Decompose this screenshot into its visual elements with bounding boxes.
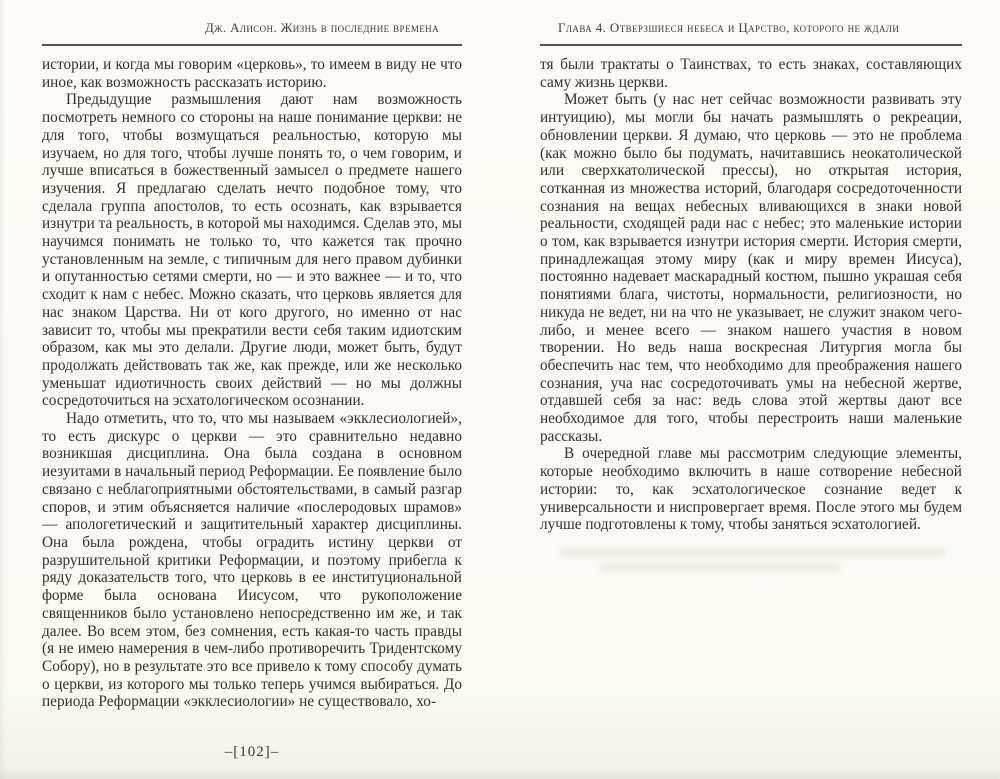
paragraph: В очередной главе мы рассмотрим следующие элементы, которые необходимо включить в наше сотворение небесной истории: то, как эсхатологическое сознание ведет к универсальности и ниспровергает время. После этого мы будем лучше подготовлены к тому, чтобы заняться эсхатологией. [540,445,962,534]
scan-edge-shadow-left [0,0,6,779]
right-running-head: Глава 4. Отверзшиеся небеса и Царство, которого не ждали [558,20,900,35]
right-header-rule [540,44,962,46]
right-body-text [540,56,962,534]
bleed-through-artifact [600,563,840,571]
paragraph: Может быть (у нас нет сейчас возможности развивать эту интуицию), мы могли бы начать размышлять о рекреации, обновлении церкви. Я думаю, что церковь — это не проблема (как можно было бы подумать, начитавшись неокатолической или сверхкатолической прессы), но открытая история, сотканная из множества историй, благодаря сосредоточенности сознания на вещах небесных вливающихся в знаки новой реальности, сходящей ради нас с небес; это маленькие истории о том, как взрывается изнутри история смерти. История смерти, принадлежащая этому миру (как и миру времен Иисуса), постоянно надевает маскарадный костюм, пышно украшая себя понятиями блага, чистоты, нормальности, религиозности, но никуда не ведет, ни на что не указывает, не служит знаком чего-либо, и менее всего — знаком нашего участия в новом творении. Но ведь наша воскресная Литургия могла бы обеспечить нас тем, что необходимо для преображения нашего сознания, уча нас сосредоточивать умы на небесной жертве, отдавшей себя за нас: ведь слова этой жертвы дают все необходимое для того, чтобы перестроить наши маленькие рассказы. [540,91,962,445]
paragraph: истории, и когда мы говорим «церковь», то имеем в виду не что иное, как возможность рассказать историю. [42,56,462,91]
page-number: –[102]– [224,744,280,760]
left-running-head: Дж. Алисон. Жизнь в последние времена [205,20,439,35]
paragraph: тя были трактаты о Таинствах, то есть знаках, составляющих саму жизнь церкви. [540,56,962,91]
left-body-text [42,56,462,711]
left-header-rule [42,44,462,46]
paragraph: Предыдущие размышления дают нам возможность посмотреть немного со стороны на наше понимание церкви: не для того, чтобы возмущаться реальностью, которую мы изучаем, но для того, чтобы лучше понять то, о чем говорим, и лучше вписаться в божественный замысел о предмете нашего изучения. Я предлагаю сделать нечто подобное тому, что сделала группа апостолов, то есть осознать, как взрывается изнутри та реальность, в которой мы находимся. Сделав это, мы научимся понимать не только то, что кажется так прочно установленным на земле, с типичным для него правом дубинки и опутанностью сетями смерти, но — и это важнее — и то, что сходит к нам с небес. Можно сказать, что церковь является для нас знаком Царства. Ни от кого другого, но именно от нас зависит то, чтобы мы прекратили вести себя таким идиотским образом, как мы это делали. Другие люди, может быть, будут продолжать действовать так же, как прежде, или же несколько уменьшат идиотичность своих действий — но мы должны сосредоточиться на эсхатологическом осознании. [42,91,462,410]
scan-edge-shadow-bottom [0,769,1000,779]
bleed-through-artifact [560,548,945,557]
left-page [42,18,462,711]
right-page [540,18,962,534]
paragraph: Надо отметить, что то, что мы называем «экклесиологией», то есть дискурс о церкви — это сравнительно недавно возникшая дисциплина. Она была создана в основном иезуитами в начальный период Реформации. Ее появление было связано с неблагоприятными обстоятельствами, в самый разгар споров, и этим объясняется наличие «послеродовых шрамов» — апологетический и защитительный характер дисциплины. Она была рождена, чтобы оградить истину церкви от разрушительной критики Реформации, и поэтому прибегла к ряду доказательств того, что церковь в ее институциональной форме была основана Иисусом, что рукоположение священников было установлено непосредственно им же, и так далее. Во всем этом, без сомнения, есть какая-то часть правды (я не имею намерения в чем-либо противоречить Тридентскому Собору), но в результате это все привело к тому способу думать о церкви, из которого мы только теперь учимся выбираться. До периода Реформации «экклесиологии» не существовало, хо- [42,410,462,711]
